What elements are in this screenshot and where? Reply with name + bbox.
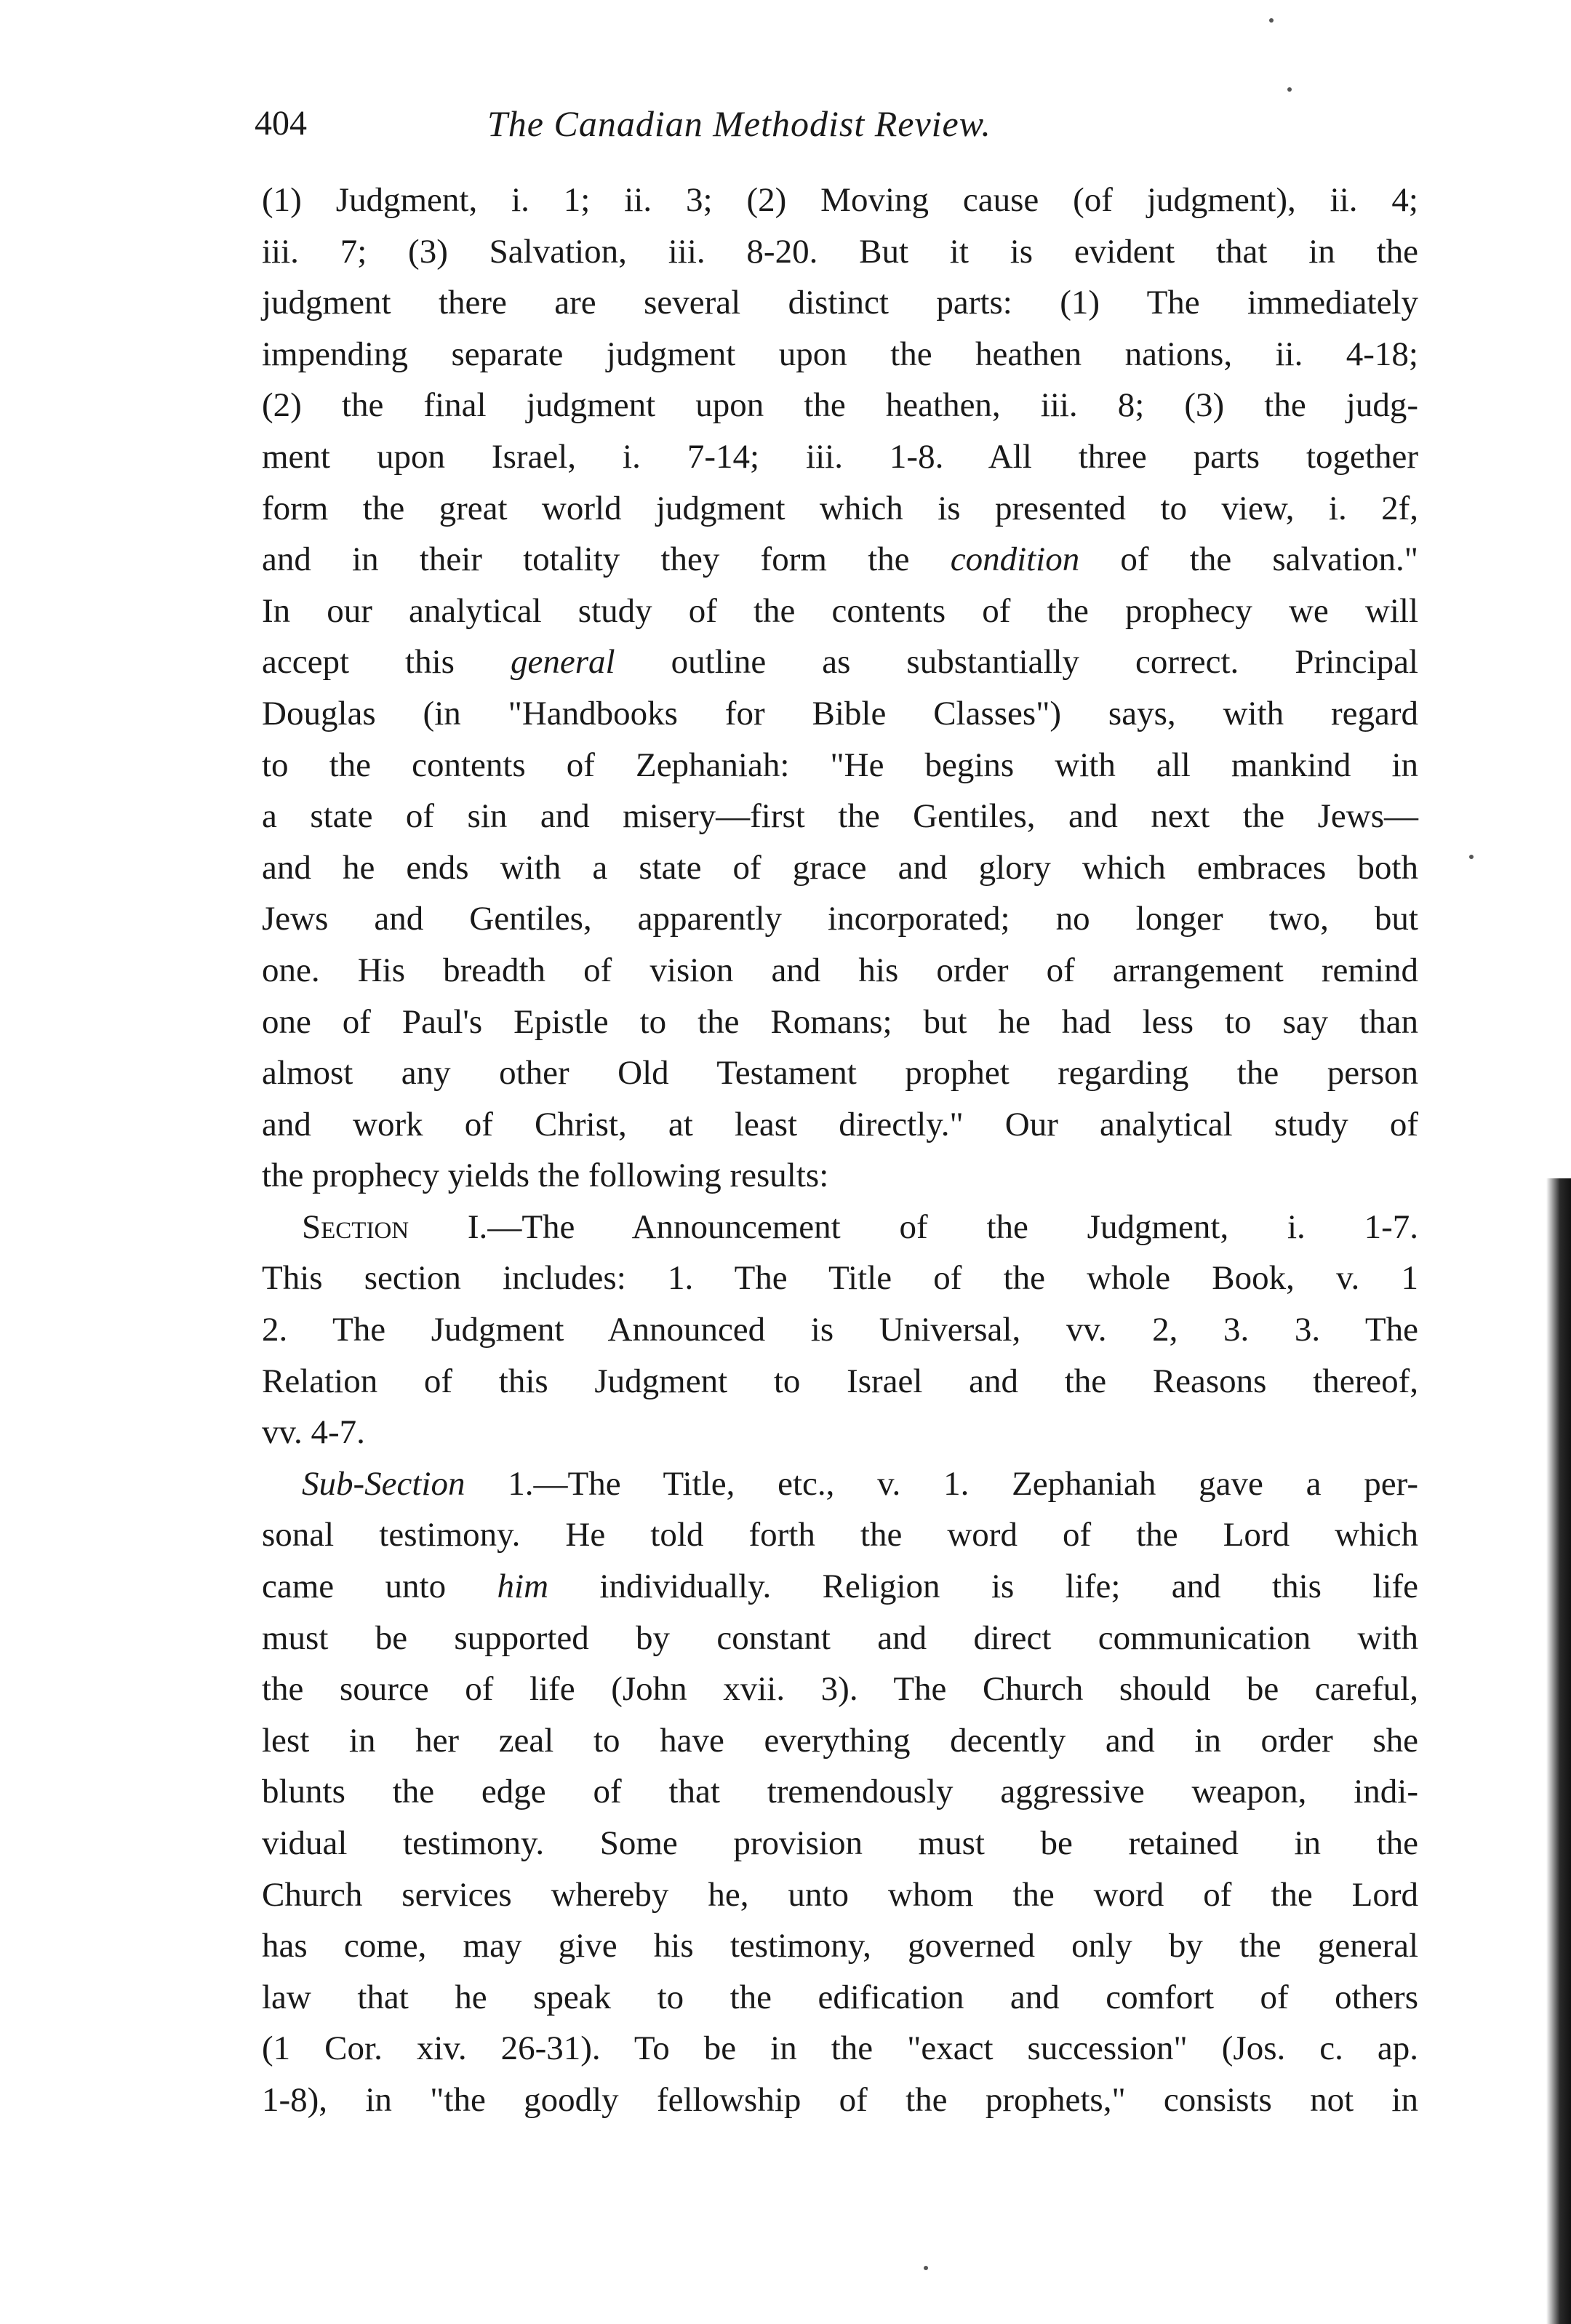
text-line: sonal testimony. He told forth the word of the Lord which — [262, 1516, 1418, 1554]
text-line: the prophecy yields the following results: — [262, 1157, 829, 1195]
text-line: Douglas (in "Handbooks for Bible Classes") says, with regard — [262, 694, 1418, 732]
text-line: 1-8), in "the goodly fellowship of the prophets," consists not in — [262, 2080, 1418, 2119]
text-line — [262, 636, 1418, 688]
scan-speck — [1469, 855, 1474, 859]
scan-speck — [1269, 18, 1274, 23]
text-line: impending separate judgment upon the heathen nations, ii. 4-18; — [262, 335, 1418, 373]
text-segment: individually. Religion is life; and this life — [548, 1568, 1418, 1606]
section-label: Section I. — [302, 1207, 488, 1246]
body-text — [262, 175, 1418, 2126]
text-line: must be supported by constant and direct communication with — [262, 1618, 1418, 1657]
text-line: one of Paul's Epistle to the Romans; but he had less to say than — [262, 1002, 1418, 1041]
italic-word: him — [497, 1568, 549, 1606]
subsection-label: Sub-Section — [302, 1464, 465, 1503]
text-line: 2. The Judgment Announced is Universal, vv. 2, 3. 3. The — [262, 1311, 1418, 1349]
scan-edge-shadow — [1546, 1178, 1571, 2324]
text-line: one. His breadth of vision and his order of arrangement remind — [262, 951, 1418, 989]
text-line: Jews and Gentiles, apparently incorporated; no longer two, but — [262, 900, 1418, 938]
text-line: and he ends with a state of grace and glory which embraces both — [262, 848, 1418, 887]
text-line: ment upon Israel, i. 7-14; iii. 1-8. All three parts together — [262, 437, 1418, 476]
subsection-heading — [262, 1458, 1418, 1510]
text-segment: 1.—The Title, etc., v. 1. Zephaniah gave a per- — [465, 1464, 1418, 1503]
running-title: The Canadian Methodist Review. — [487, 103, 991, 144]
text-line: blunts the edge of that tremendously aggressive weapon, indi- — [262, 1773, 1418, 1811]
text-line: (2) the final judgment upon the heathen, iii. 8; (3) the judg- — [262, 386, 1418, 425]
text-segment: came unto — [262, 1568, 497, 1606]
page-number: 404 — [255, 104, 307, 143]
text-line: lest in her zeal to have everything decently and in order she — [262, 1721, 1418, 1760]
text-line: Church services whereby he, unto whom the word of the Lord — [262, 1875, 1418, 1914]
text-line: a state of sin and misery—first the Gentiles, and next the Jews— — [262, 797, 1418, 836]
text-line: Relation of this Judgment to Israel and the Reasons thereof, — [262, 1362, 1418, 1400]
text-line: (1 Cor. xiv. 26-31). To be in the "exact succession" (Jos. c. ap. — [262, 2029, 1418, 2068]
scan-speck — [924, 2266, 928, 2270]
text-line: form the great world judgment which is presented to view, i. 2f, — [262, 489, 1418, 527]
text-line: to the contents of Zephaniah: "He begins with all mankind in — [262, 746, 1418, 784]
section-heading — [262, 1202, 1418, 1253]
text-line: In our analytical study of the contents of the prophecy we will — [262, 591, 1418, 630]
page-header — [255, 102, 1433, 160]
text-line: and work of Christ, at least directly." Our analytical study of — [262, 1105, 1418, 1143]
text-line: vidual testimony. Some provision must be retained in the — [262, 1824, 1418, 1862]
text-line: (1) Judgment, i. 1; ii. 3; (2) Moving cause (of judgment), ii. 4; — [262, 181, 1418, 219]
text-line: vv. 4-7. — [262, 1413, 365, 1452]
text-segment: outline as substantially correct. Principal — [615, 643, 1418, 682]
scan-speck — [1287, 87, 1292, 92]
italic-word: condition — [950, 540, 1080, 579]
text-line: This section includes: 1. The Title of the whole Book, v. 1 — [262, 1259, 1418, 1298]
text-segment: accept this — [262, 643, 511, 682]
text-segment: —The Announcement of the Judgment, i. 1-7. — [487, 1207, 1418, 1246]
text-line: almost any other Old Testament prophet regarding the person — [262, 1054, 1418, 1093]
text-line: judgment there are several distinct parts: (1) The immediately — [262, 284, 1418, 322]
text-segment: of the salvation." — [1079, 540, 1418, 579]
text-line — [262, 1561, 1418, 1613]
text-line: law that he speak to the edification and comfort of others — [262, 1978, 1418, 2016]
text-line — [262, 534, 1418, 586]
text-line: the source of life (John xvii. 3). The Church should be careful, — [262, 1670, 1418, 1709]
text-line: has come, may give his testimony, governed only by the general — [262, 1927, 1418, 1965]
italic-word: general — [511, 643, 615, 682]
text-line: iii. 7; (3) Salvation, iii. 8-20. But it is evident that in the — [262, 232, 1418, 271]
text-segment: and in their totality they form the — [262, 540, 951, 579]
